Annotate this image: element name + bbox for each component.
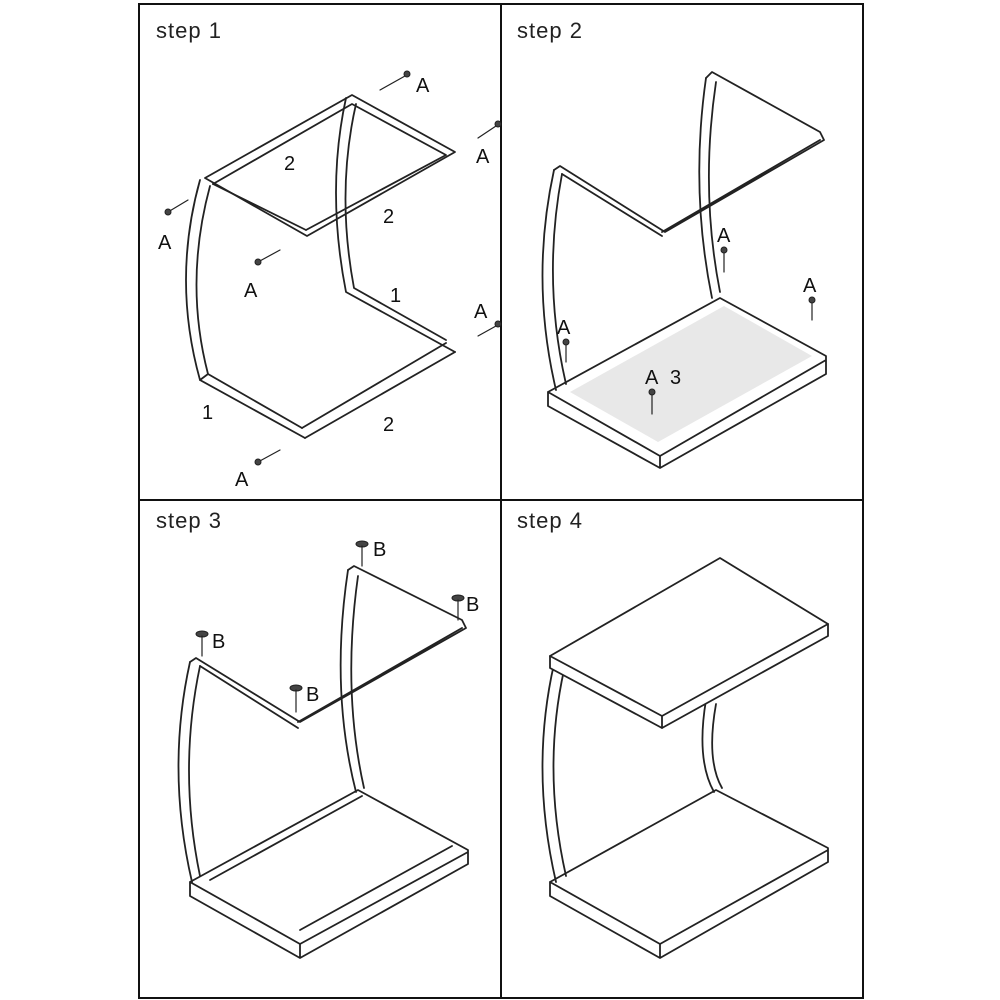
label-a: A bbox=[717, 225, 731, 247]
step-2-top-frame bbox=[554, 72, 824, 236]
label-part-1: 1 bbox=[202, 402, 214, 424]
long-screw-icon bbox=[255, 450, 280, 465]
step-3-top-frame bbox=[190, 566, 466, 728]
long-screw-icon bbox=[563, 339, 569, 362]
label-a: A bbox=[158, 232, 172, 254]
step-3-base-frame bbox=[190, 790, 468, 958]
step-3-back-leg bbox=[341, 570, 364, 792]
label-part-2: 2 bbox=[383, 414, 395, 436]
label-a: A bbox=[416, 75, 430, 97]
label-b: B bbox=[466, 594, 480, 616]
label-b: B bbox=[373, 539, 387, 561]
step-4-table-top bbox=[550, 558, 828, 728]
label-part-1: 1 bbox=[390, 285, 402, 307]
step-2-back-leg bbox=[699, 78, 720, 298]
long-screw-icon bbox=[255, 250, 280, 265]
long-screw-icon bbox=[165, 200, 188, 215]
flat-head-screw-icon bbox=[356, 541, 368, 566]
step-2-front-leg bbox=[542, 170, 566, 390]
label-a: A bbox=[476, 146, 490, 168]
step-1-panel bbox=[156, 18, 501, 491]
label-a: A bbox=[235, 469, 249, 491]
step-3-title: step 3 bbox=[156, 508, 222, 533]
step-4-base-frame bbox=[550, 790, 828, 958]
step-1-front-leg bbox=[186, 180, 305, 438]
long-screw-icon bbox=[809, 297, 815, 320]
step-4-panel bbox=[517, 508, 828, 958]
long-screw-icon bbox=[478, 121, 501, 138]
long-screw-icon bbox=[478, 321, 501, 336]
label-a: A bbox=[474, 301, 488, 323]
label-part-3: 3 bbox=[670, 367, 682, 389]
step-2-title: step 2 bbox=[517, 18, 583, 43]
step-2-panel bbox=[517, 18, 826, 468]
label-b: B bbox=[212, 631, 226, 653]
step-3-panel bbox=[156, 508, 479, 958]
step-4-front-leg bbox=[542, 664, 566, 882]
step-2-base-board bbox=[570, 306, 812, 442]
label-part-2: 2 bbox=[284, 153, 296, 175]
long-screw-icon bbox=[380, 71, 410, 90]
step-4-title: step 4 bbox=[517, 508, 583, 533]
flat-head-screw-icon bbox=[196, 631, 208, 656]
label-b: B bbox=[306, 684, 320, 706]
long-screw-icon bbox=[721, 247, 727, 272]
label-part-2: 2 bbox=[383, 206, 395, 228]
step-1-title: step 1 bbox=[156, 18, 222, 43]
flat-head-screw-icon bbox=[290, 685, 302, 712]
step-1-top-frame bbox=[205, 95, 455, 236]
label-a: A bbox=[557, 317, 571, 339]
label-a: A bbox=[803, 275, 817, 297]
step-4-back-leg bbox=[702, 700, 722, 792]
step-3-front-leg bbox=[178, 662, 200, 882]
label-a: A bbox=[244, 280, 258, 302]
label-a: A bbox=[645, 367, 659, 389]
step-1-back-leg bbox=[336, 98, 455, 352]
